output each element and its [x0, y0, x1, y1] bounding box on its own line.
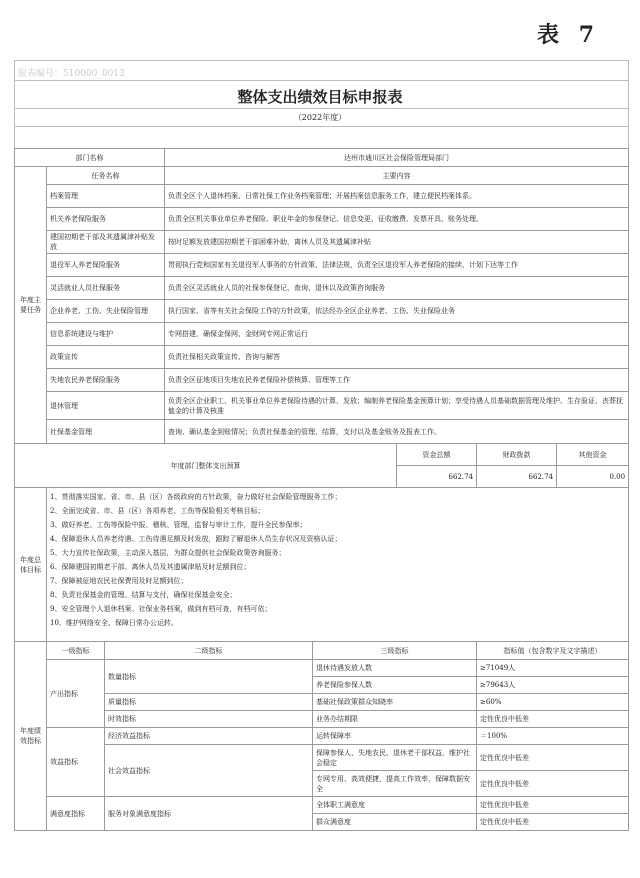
indicator-row	[15, 745, 629, 771]
indicator-level2: 服务对象满意度指标	[105, 797, 313, 831]
task-name: 企业养老、工伤、失业保险管理	[47, 300, 165, 323]
budget-col-fiscal: 财政拨款	[477, 444, 557, 466]
indicator-level3: 基础社保政策群众知晓率	[313, 694, 477, 711]
indicator-value: ≥60%	[477, 694, 629, 711]
task-content: 负责全区企业职工、机关事业单位养老保险待遇的计算、发放；编制养老保险基金预算计划；享受待遇人员基础数据管理及维护、生存验证、丧葬抚恤金的计算及核准	[165, 392, 629, 420]
tasks-col-content: 主要内容	[165, 167, 629, 185]
indicator-row	[15, 711, 629, 728]
goal-item: 8、负责社保基金的管理、结算与支付，确保社保基金安全；	[50, 591, 237, 599]
dept-row	[15, 149, 629, 167]
task-name: 信息系统建设与维护	[47, 323, 165, 346]
task-row	[15, 392, 629, 420]
indicator-level3: 专网专用、高效便捷，提高工作效率，保障数据安全	[313, 771, 477, 797]
task-name: 建国初期老干部及其遗属津补贴发放	[47, 231, 165, 254]
indicator-level3: 群众满意度	[313, 814, 477, 831]
task-content: 负责社保相关政策宣传、咨询与解答	[165, 346, 629, 369]
indicator-level2: 经济效益指标	[105, 728, 313, 745]
indicator-level3: 全体职工满意度	[313, 797, 477, 814]
goals-section-label: 年度总体目标	[15, 488, 47, 642]
task-row	[15, 231, 629, 254]
goal-item: 3、做好养老、工伤等保险中报、稽核、管理，监督与审计工作，提升全民参保率；	[50, 521, 307, 529]
goal-item: 9、安全管理个人退休档案、社保业务档案，做到有档可查，有档可依；	[50, 605, 272, 613]
task-name: 档案管理	[47, 185, 165, 208]
form-code: 报表编号：510000_0013	[18, 69, 125, 79]
frame-line	[628, 60, 629, 148]
indicator-level1: 产出指标	[47, 660, 105, 728]
task-content: 负责全区征地项目失地农民养老保险补偿核算、管理等工作	[165, 369, 629, 392]
indicator-level1: 满意度指标	[47, 797, 105, 831]
frame-line	[14, 60, 15, 148]
task-row	[15, 277, 629, 300]
indicator-value: ≥79643人	[477, 677, 629, 694]
task-row	[15, 300, 629, 323]
task-name: 社保基金管理	[47, 420, 165, 444]
task-content: 负责全区机关事业单位养老保险、职业年金的参保登记、信息变更、征收缴费、发票开具、账务处理。	[165, 208, 629, 231]
task-row	[15, 420, 629, 444]
indicator-value: 定性优良中低差	[477, 771, 629, 797]
indicator-value: 定性优良中低差	[477, 797, 629, 814]
task-row	[15, 208, 629, 231]
indicator-value: ＝100%	[477, 728, 629, 745]
task-name: 灵活就业人员社保服务	[47, 277, 165, 300]
dept-label: 部门名称	[15, 149, 165, 167]
indicators-col-level1: 一级指标	[47, 642, 105, 660]
goal-item: 5、大力宣传社保政策，主动深入基层，为群众提供社会保险政策咨询服务；	[50, 549, 286, 557]
indicator-level2: 质量指标	[105, 694, 313, 711]
task-name: 退休管理	[47, 392, 165, 420]
page-title: 整体支出绩效目标申报表	[237, 88, 403, 106]
report-year: （2022年度）	[293, 113, 347, 122]
indicator-level3: 业务办结期限	[313, 711, 477, 728]
indicator-row	[15, 797, 629, 814]
indicator-value: 定性优良中低差	[477, 745, 629, 771]
task-content: 负责全区个人退休档案、日常社保工作业务档案管理；开展档案信息服务工作，建立便民档案体系。	[165, 185, 629, 208]
task-content: 查询、确认基金到账情况；负责社保基金的管理、结算，支付以及基金账务及报表工作。	[165, 420, 629, 444]
task-name: 退役军人养老保险服务	[47, 254, 165, 277]
goal-item: 4、保障退休人员养老待遇、工伤待遇足额及时发放，跟踪了解退休人员生存状况及资格认证；	[50, 535, 342, 543]
frame-line	[14, 108, 628, 109]
indicators-section-label: 年度绩效指标	[15, 642, 47, 831]
task-content: 专网搭建，确保金保网、金财网专网正常运行	[165, 323, 629, 346]
task-content: 执行国家、省等有关社会保险工作的方针政策，依法经办全区企业养老、工伤、失业保险业务	[165, 300, 629, 323]
indicator-row	[15, 694, 629, 711]
budget-total-value: 662.74	[397, 466, 477, 488]
indicator-level3: 退休待遇发放人数	[313, 660, 477, 677]
indicator-level3: 养老保险参保人数	[313, 677, 477, 694]
indicator-level1: 效益指标	[47, 728, 105, 797]
indicators-col-level3: 三级指标	[313, 642, 477, 660]
tasks-col-name: 任务名称	[47, 167, 165, 185]
task-row	[15, 254, 629, 277]
budget-col-total: 资金总额	[397, 444, 477, 466]
task-name: 机关养老保险服务	[47, 208, 165, 231]
budget-label: 年度部门整体支出预算	[15, 444, 397, 488]
indicator-level3: 运转保障率	[313, 728, 477, 745]
dept-value: 达州市通川区社会保险管理局部门	[165, 149, 629, 167]
indicator-level2: 社会效益指标	[105, 745, 313, 797]
indicator-row	[15, 728, 629, 745]
budget-fiscal-value: 662.74	[477, 466, 557, 488]
indicator-row	[15, 660, 629, 677]
indicators-col-value: 指标值（包含数字及文字描述）	[477, 642, 629, 660]
indicator-value: 定性优良中低差	[477, 814, 629, 831]
budget-other-value: 0.00	[557, 466, 629, 488]
task-content: 按时足额发放建国初期老干部困难补助，离休人员及其遗属津补贴	[165, 231, 629, 254]
task-row	[15, 346, 629, 369]
goals-list	[47, 488, 629, 642]
performance-target-table	[14, 148, 629, 831]
indicator-level3: 保障参保人、失地农民、退休老干部权益，维护社会稳定	[313, 745, 477, 771]
frame-line	[14, 80, 628, 81]
tasks-section-label: 年度主要任务	[15, 167, 47, 444]
goal-item: 2、全面完成省、市、县（区）各项养老、工伤等保险相关考核目标；	[50, 507, 265, 515]
frame-line	[14, 60, 628, 61]
task-row	[15, 369, 629, 392]
task-name: 政策宣传	[47, 346, 165, 369]
goal-item: 1、贯彻落实国家、省、市、县（区）各级政府的方针政策，奋力做好社会保险管理服务工作；	[50, 493, 342, 501]
task-row	[15, 323, 629, 346]
task-row	[15, 185, 629, 208]
budget-col-other: 其他资金	[557, 444, 629, 466]
indicators-col-level2: 二级指标	[105, 642, 313, 660]
indicator-value: 定性优良中低差	[477, 711, 629, 728]
indicator-level2: 数量指标	[105, 660, 313, 694]
indicator-level2: 时效指标	[105, 711, 313, 728]
frame-line	[14, 126, 628, 127]
page-label: 表 7	[537, 22, 600, 48]
goal-item: 6、保障建国初期老干部、离休人员及其遗属津贴及时足额到位；	[50, 563, 251, 571]
indicator-value: ≥71049人	[477, 660, 629, 677]
goal-item: 10、维护网络安全、保障日常办公运转。	[50, 619, 178, 627]
goal-item: 7、保障被征地农民社保费用及时足额到位；	[50, 577, 188, 585]
task-content: 贯彻执行党和国家有关退役军人事务的方针政策、法律法规，负责全区退役军人养老保险的接续、计划下达等工作	[165, 254, 629, 277]
task-content: 负责全区灵活就业人员的社保参保登记、查询、退休以及政策咨询服务	[165, 277, 629, 300]
task-name: 失地农民养老保险服务	[47, 369, 165, 392]
